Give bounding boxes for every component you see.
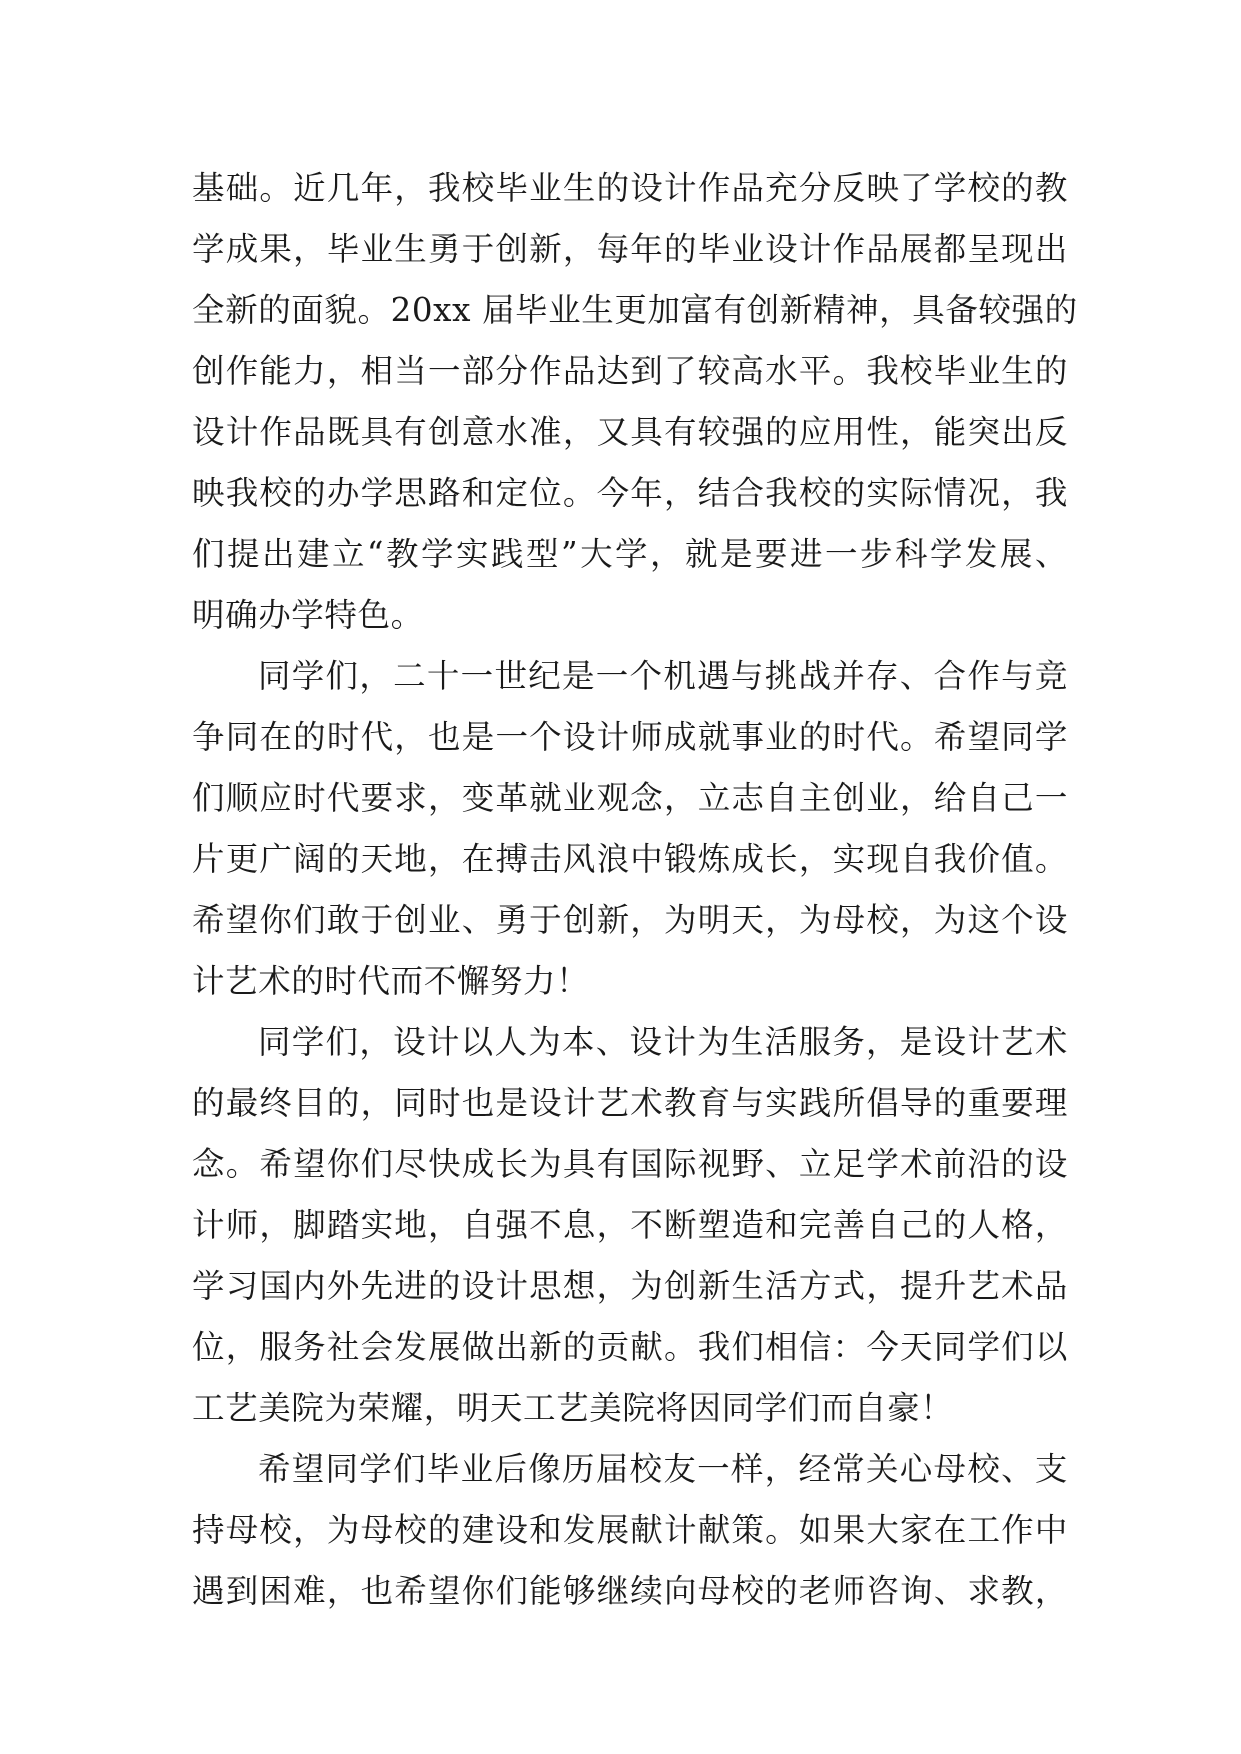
text-line: 计艺术的时代而不懈努力！ bbox=[192, 962, 590, 1000]
paragraph-2 bbox=[192, 646, 1068, 1012]
text-line: 遇到困难，也希望你们能够继续向母校的老师咨询、求教， bbox=[192, 1572, 1068, 1610]
text-line: 映我校的办学思路和定位。今年，结合我校的实际情况，我 bbox=[192, 474, 1068, 512]
text-line: 希望同学们毕业后像历届校友一样，经常关心母校、支 bbox=[258, 1450, 1068, 1488]
text-line: 同学们，设计以人为本、设计为生活服务，是设计艺术 bbox=[258, 1023, 1068, 1061]
paragraph-1 bbox=[192, 158, 1078, 646]
paragraph-3 bbox=[192, 1012, 1068, 1439]
text-line: 学成果，毕业生勇于创新，每年的毕业设计作品展都呈现出 bbox=[192, 230, 1068, 268]
text-line: 片更广阔的天地，在搏击风浪中锻炼成长，实现自我价值。 bbox=[192, 840, 1068, 878]
text-line: 们提出建立“教学实践型”大学，就是要进一步科学发展、 bbox=[192, 535, 1068, 573]
text-line: 设计作品既具有创意水准，又具有较强的应用性，能突出反 bbox=[192, 413, 1068, 451]
body-text bbox=[192, 158, 1078, 1622]
text-line: 希望你们敢于创业、勇于创新，为明天，为母校，为这个设 bbox=[192, 901, 1068, 939]
text-line: 创作能力，相当一部分作品达到了较高水平。我校毕业生的 bbox=[192, 352, 1068, 390]
text-line: 们顺应时代要求，变革就业观念，立志自主创业，给自己一 bbox=[192, 779, 1068, 817]
text-line: 全新的面貌。20xx 届毕业生更加富有创新精神，具备较强的 bbox=[192, 291, 1078, 329]
paragraph-4 bbox=[192, 1439, 1068, 1622]
text-line: 的最终目的，同时也是设计艺术教育与实践所倡导的重要理 bbox=[192, 1084, 1068, 1122]
text-line: 争同在的时代，也是一个设计师成就事业的时代。希望同学 bbox=[192, 718, 1068, 756]
text-line: 位，服务社会发展做出新的贡献。我们相信：今天同学们以 bbox=[192, 1328, 1068, 1366]
text-line: 持母校，为母校的建设和发展献计献策。如果大家在工作中 bbox=[192, 1511, 1068, 1549]
text-line: 同学们，二十一世纪是一个机遇与挑战并存、合作与竞 bbox=[258, 657, 1068, 695]
text-line: 工艺美院为荣耀，明天工艺美院将因同学们而自豪！ bbox=[192, 1389, 954, 1427]
text-line: 计师，脚踏实地，自强不息，不断塑造和完善自己的人格， bbox=[192, 1206, 1068, 1244]
text-line: 学习国内外先进的设计思想，为创新生活方式，提升艺术品 bbox=[192, 1267, 1068, 1305]
text-line: 念。希望你们尽快成长为具有国际视野、立足学术前沿的设 bbox=[192, 1145, 1068, 1183]
text-line: 基础。近几年，我校毕业生的设计作品充分反映了学校的教 bbox=[192, 169, 1068, 207]
text-line: 明确办学特色。 bbox=[192, 596, 424, 634]
